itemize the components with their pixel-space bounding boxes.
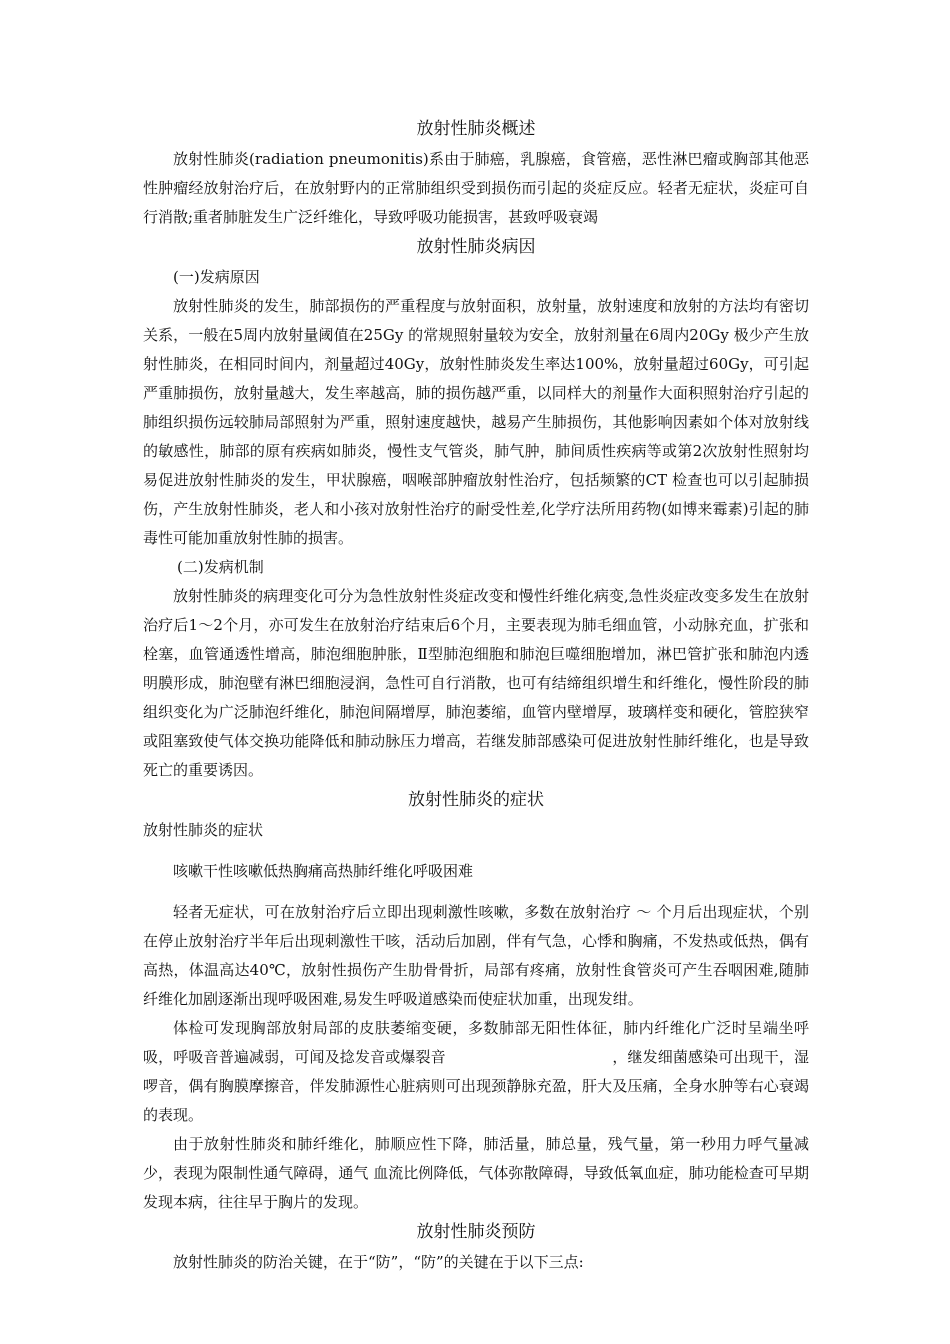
cause-title: 放射性肺炎病因 <box>416 237 536 257</box>
prevention-title: 放射性肺炎预防 <box>416 1222 536 1242</box>
spacer <box>143 886 809 898</box>
symptoms-title: 放射性肺炎的症状 <box>408 790 544 810</box>
spacer <box>143 845 809 857</box>
overview-paragraph: 放射性肺炎(radiation pneumonitis)系由于肺癌，乳腺癌，食管癌，恶性淋巴瘤或胸部其他恶性肿瘤经放射治疗后，在放射野内的正常肺组织受到损伤而引起的炎症反应。轻者无症状，炎症可自行消散;重者肺脏发生广泛纤维化，导致呼吸功能损害，甚致呼吸衰竭 <box>143 150 809 226</box>
symptoms-keywords: 咳嗽干性咳嗽低热胸痛高热肺纤维化呼吸困难 <box>173 862 474 880</box>
cause-subheading-1: (一)发病原因 <box>173 268 260 286</box>
prevention-paragraph: 放射性肺炎的防治关键，在于“防”，“防”的关键在于以下三点: <box>173 1253 584 1271</box>
cause-paragraph-1: 放射性肺炎的发生，肺部损伤的严重程度与放射面积，放射量，放射速度和放射的方法均有密切关系，一般在5周内放射量阈值在25Gy 的常规照射量较为安全，放射剂量在6周内20Gy 极少产生放射性肺炎，在相同时间内，剂量超过40Gy，放射性肺炎发生率达100%，放射量超过60Gy，可引起严重肺损伤，放射量越大，发生率越高，肺的损伤越严重，以同样大的剂量作大面积照射治疗引起的肺组织损伤远较肺局部照射为严重，照射速度越快，越易产生肺损伤，其他影响因素如个体对放射线的敏感性，肺部的原有疾病如肺炎，慢性支气管炎，肺气肿，肺间质性疾病等或第2次放射性照射均易促进放射性肺炎的发生，甲状腺癌，咽喉部肿瘤放射性治疗，包括频繁的CT 检查也可以引起肺损伤，产生放射性肺炎，老人和小孩对放射性治疗的耐受性差,化学疗法所用药物(如博来霉素)引起的肺毒性可能加重放射性肺的损害。 <box>143 297 809 547</box>
symptoms-paragraph-1: 轻者无症状，可在放射治疗后立即出现刺激性咳嗽，多数在放射治疗 ～ 个月后出现症状，个别在停止放射治疗半年后出现刺激性干咳，活动后加剧，伴有气急，心悸和胸痛，不发热或低热，偶有高热，体温高达40℃，放射性损伤产生肋骨骨折，局部有疼痛，放射性食管炎可产生吞咽困难,随肺纤维化加剧逐渐出现呼吸困难,易发生呼吸道感染而使症状加重，出现发绀。 <box>143 903 809 1008</box>
symptoms-paragraph-2: 体检可发现胸部放射局部的皮肤萎缩变硬，多数肺部无阳性体征，肺内纤维化广泛时呈端坐呼吸，呼吸音普遍减弱，可闻及捻发音或爆裂音 ，继发细菌感染可出现干，湿啰音，偶有胸膜摩擦音，伴发肺源性心脏病则可出现颈静脉充盈，肝大及压痛，全身水肿等右心衰竭的表现。 <box>143 1019 809 1124</box>
symptoms-label: 放射性肺炎的症状 <box>143 821 264 839</box>
cause-subheading-2: (二)发病机制 <box>177 558 264 576</box>
document-body <box>143 114 809 1277</box>
cause-paragraph-2: 放射性肺炎的病理变化可分为急性放射性炎症改变和慢性纤维化病变,急性炎症改变多发生在放射治疗后1～2个月，亦可发生在放射治疗结束后6个月，主要表现为肺毛细血管，小动脉充血，扩张和栓塞，血管通透性增高，肺泡细胞肿胀，Ⅱ型肺泡细胞和肺泡巨噬细胞增加，淋巴管扩张和肺泡内透明膜形成，肺泡壁有淋巴细胞浸润，急性可自行消散，也可有结缔组织增生和纤维化，慢性阶段的肺组织变化为广泛肺泡纤维化，肺泡间隔增厚，肺泡萎缩，血管内壁增厚，玻璃样变和硬化，管腔狭窄或阻塞致使气体交换功能降低和肺动脉压力增高，若继发肺部感染可促进放射性肺纤维化，也是导致死亡的重要诱因。 <box>143 587 809 779</box>
overview-title: 放射性肺炎概述 <box>416 119 536 139</box>
symptoms-paragraph-3: 由于放射性肺炎和肺纤维化，肺顺应性下降，肺活量，肺总量，残气量，第一秒用力呼气量减少，表现为限制性通气障碍，通气 血流比例降低，气体弥散障碍，导致低氧血症，肺功能检查可早期发现本病，往往早于胸片的发现。 <box>143 1135 809 1211</box>
